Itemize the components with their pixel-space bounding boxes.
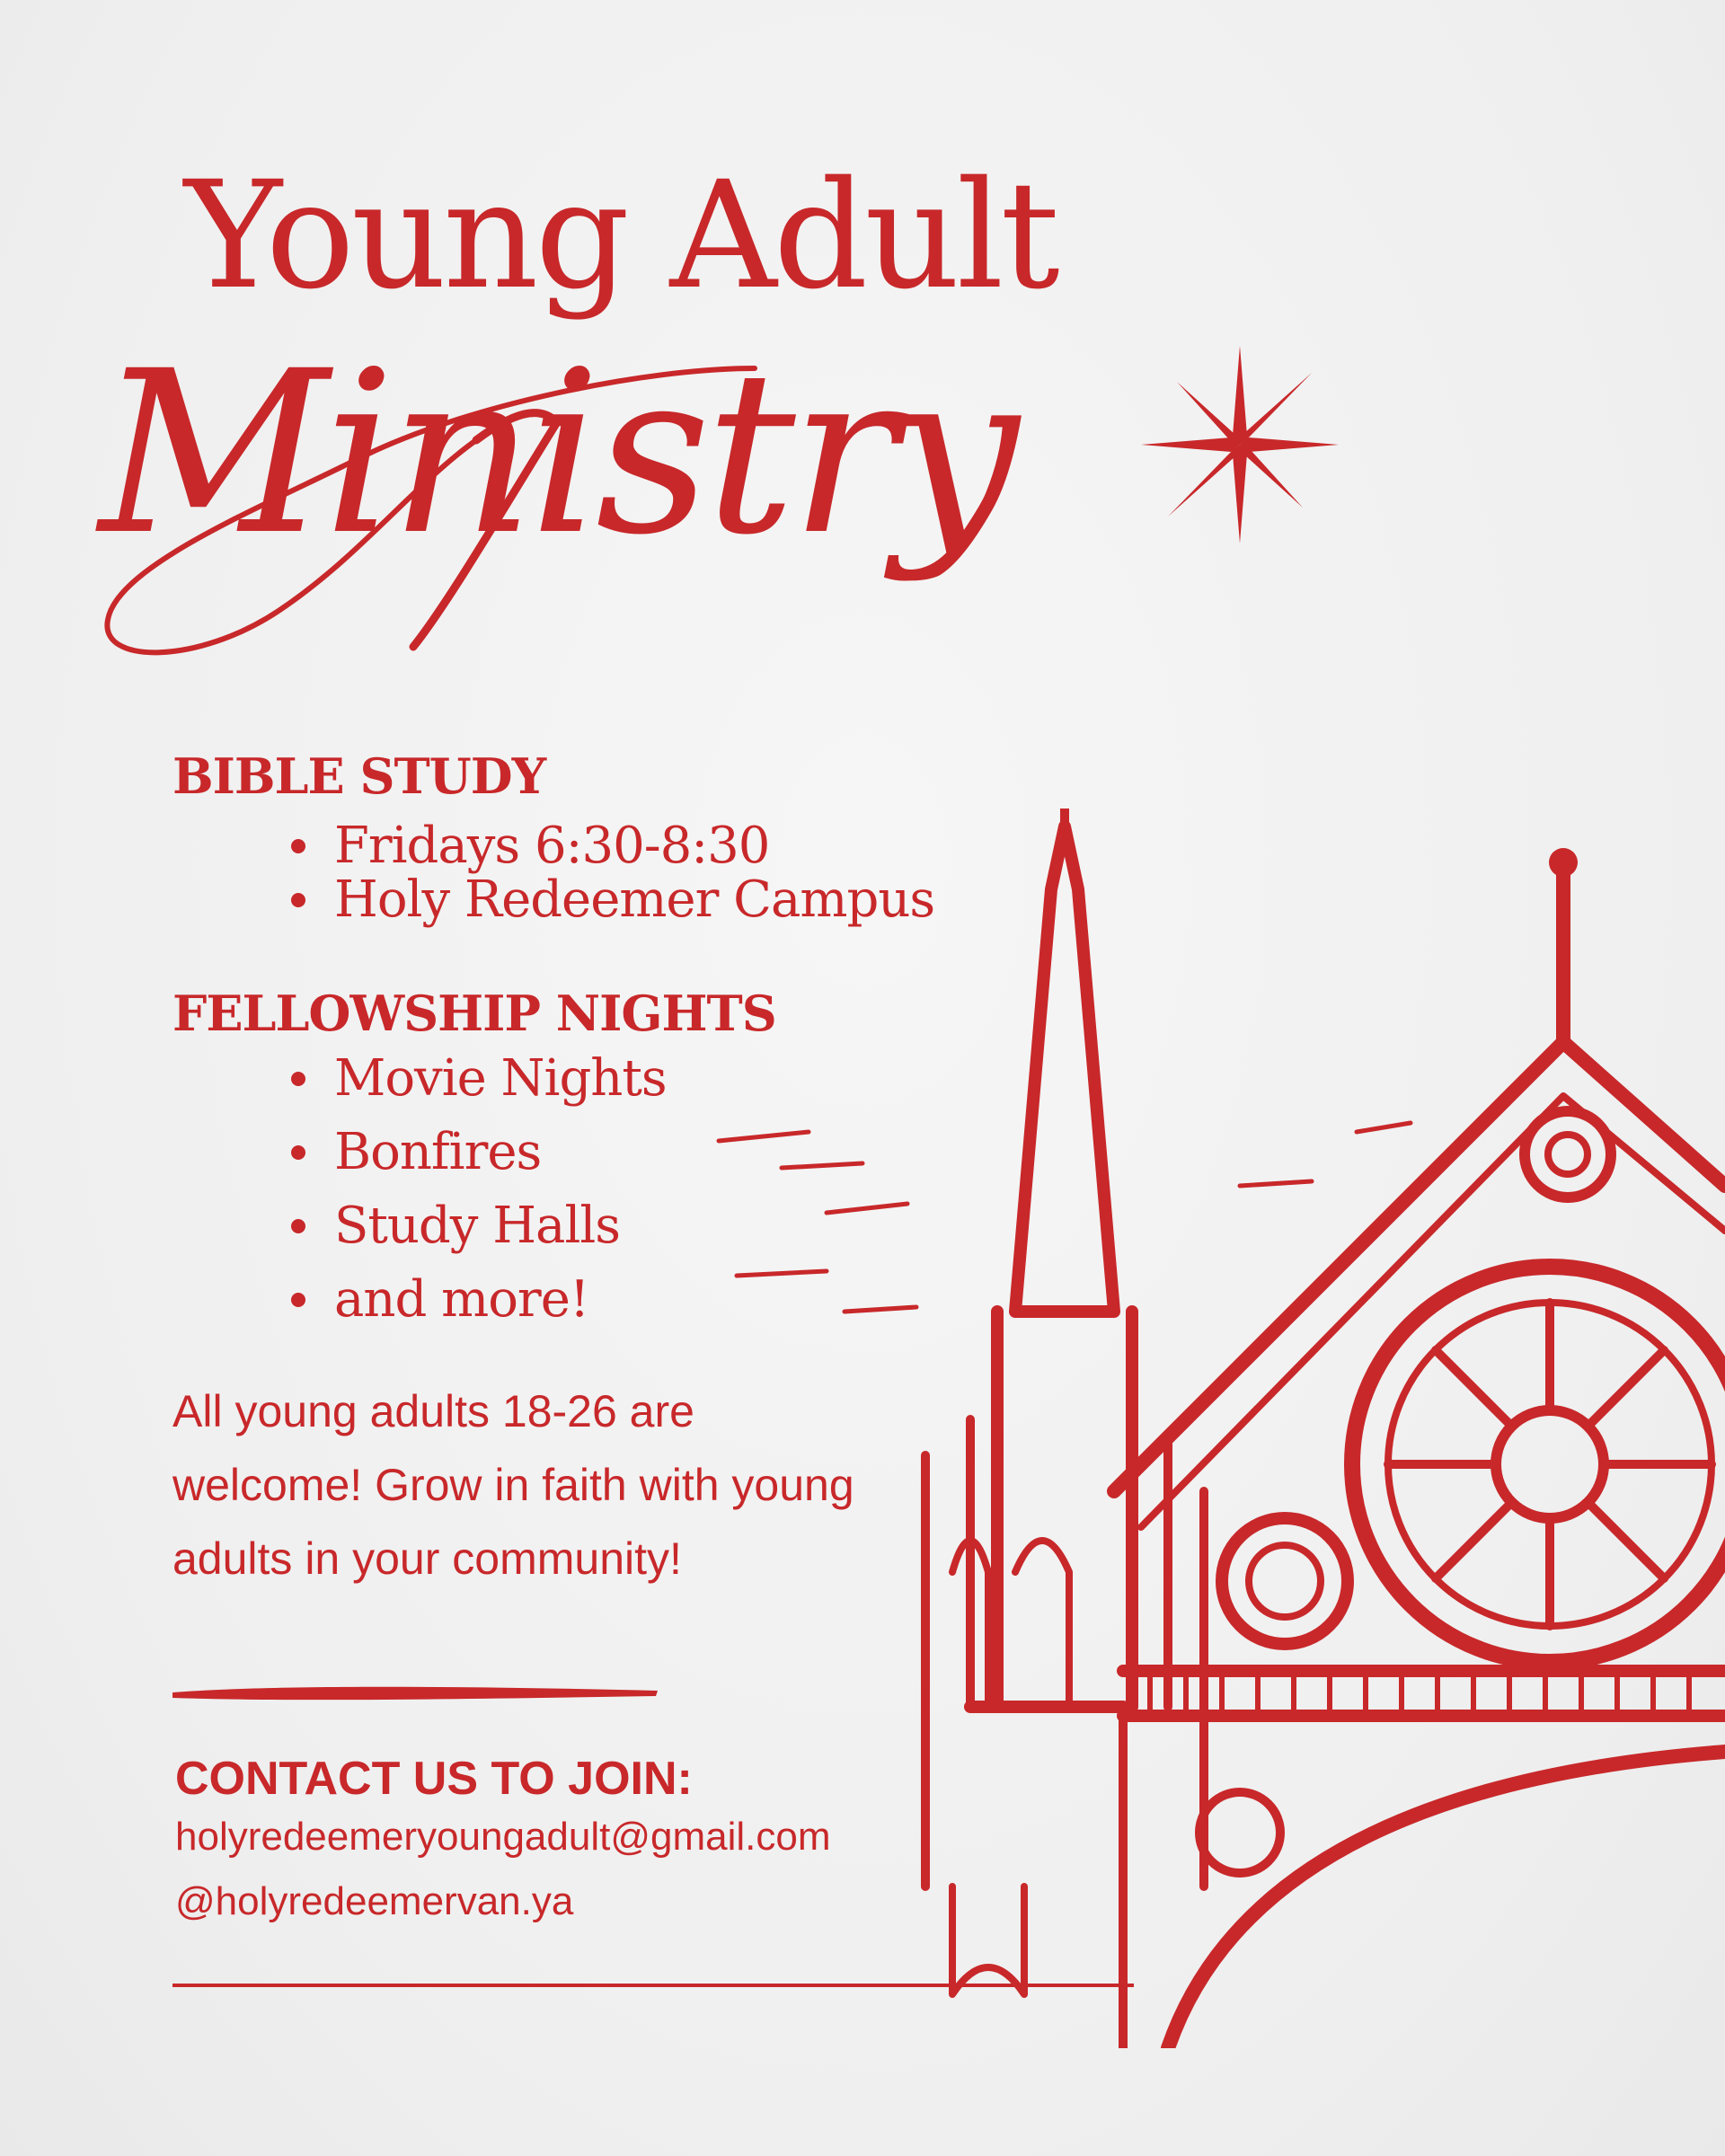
contact-heading: CONTACT US TO JOIN: (175, 1753, 693, 1805)
star-icon (1141, 346, 1339, 543)
fellowship-heading: FELLOWSHIP NIGHTS (172, 985, 776, 1042)
cathedral-illustration (701, 808, 1725, 2048)
title-young-adult: Young Adult (184, 149, 1057, 322)
contact-social-handle[interactable]: @holyredeemervan.ya (175, 1879, 574, 1923)
list-item: Movie Nights (288, 1042, 667, 1116)
fellowship-list (288, 1042, 667, 1337)
title-ministry: Ministry (99, 323, 1014, 584)
list-item: Bonfires (288, 1116, 667, 1189)
bible-study-heading: BIBLE STUDY (172, 747, 546, 805)
list-item: Holy Redeemer Campus (288, 873, 934, 927)
list-item: Fridays 6:30-8:30 (288, 819, 934, 873)
brush-divider (172, 1682, 658, 1703)
list-item: and more! (288, 1263, 667, 1337)
list-item: Study Halls (288, 1189, 667, 1263)
contact-email[interactable]: holyredeemeryoungadult@gmail.com (175, 1815, 831, 1859)
welcome-text: All young adults 18-26 are welcome! Grow in faith with young adults in your community! (172, 1386, 854, 1584)
